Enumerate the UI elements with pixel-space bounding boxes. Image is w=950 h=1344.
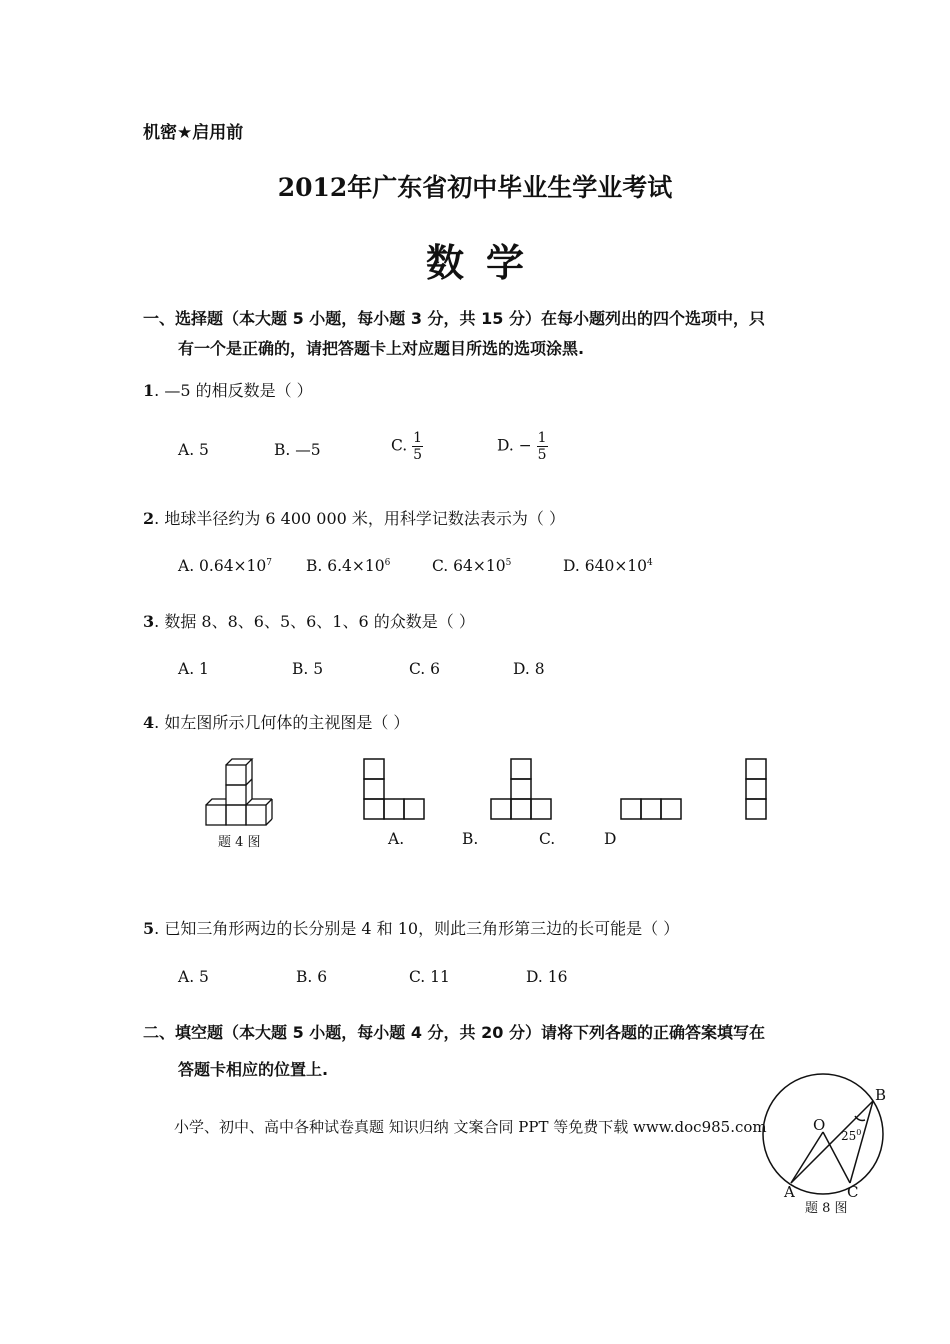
label-a: A <box>784 1183 795 1201</box>
question-number: 2 <box>143 509 155 528</box>
question-text: . 数据 8、8、6、5、6、1、6 的众数是（ ） <box>154 612 475 631</box>
option-text: B. 6.4×10 <box>306 557 385 575</box>
q4-option-c-label: C. <box>539 830 556 848</box>
question-text: . —5 的相反数是（ ） <box>154 381 313 400</box>
confidential-label: 机密★启用前 <box>143 123 244 143</box>
question-text: . 地球半径约为 6 400 000 米，用科学记数法表示为（ ） <box>154 509 566 528</box>
question-number: 5 <box>143 919 155 938</box>
subject-title: 数学 <box>425 240 546 285</box>
figure-8-caption: 题 8 图 <box>805 1201 848 1216</box>
option-prefix: C. <box>391 436 408 455</box>
cube-solid-figure <box>200 755 280 830</box>
exponent: 4 <box>647 557 653 568</box>
question-number: 4 <box>143 713 155 732</box>
exponent: 5 <box>505 557 512 568</box>
question-text: . 已知三角形两边的长分别是 4 和 10，则此三角形第三边的长可能是（ ） <box>154 919 680 938</box>
q4-option-b-figure <box>490 758 555 822</box>
question-text: . 如左图所示几何体的主视图是（ ） <box>154 713 410 732</box>
angle-value: 25 <box>841 1129 857 1143</box>
q5-option-b: B. 6 <box>296 968 328 986</box>
section1-heading-line1: 一、选择题（本大题 5 小题，每小题 3 分，共 15 分）在每小题列出的四个选项中，只 <box>143 309 765 328</box>
fraction <box>412 430 423 463</box>
q2-option-c <box>432 557 511 575</box>
question-number: 3 <box>143 612 155 631</box>
q5-option-c: C. 11 <box>409 968 450 986</box>
q1-option-a: A. 5 <box>178 441 209 459</box>
q3-option-c: C. 6 <box>409 660 441 678</box>
section1-heading-line2: 有一个是正确的，请把答题卡上对应题目所选的选项涂黑. <box>178 339 585 358</box>
denominator: 5 <box>413 447 423 463</box>
q4-option-a-figure <box>363 758 428 822</box>
exponent: 7 <box>266 557 273 568</box>
q2-option-b <box>306 557 390 575</box>
q5-option-a: A. 5 <box>178 968 209 986</box>
q2-option-a <box>178 557 272 575</box>
q5-option-d: D. 16 <box>526 968 568 986</box>
q4-option-c-figure <box>620 798 685 822</box>
option-text: A. 0.64×10 <box>178 557 267 575</box>
q4-option-d-label: D <box>604 830 617 848</box>
option-prefix: D. − <box>497 436 532 455</box>
numerator: 1 <box>537 430 547 446</box>
q4-option-d-figure <box>745 758 770 822</box>
question-5 <box>143 916 679 939</box>
q3-option-a: A. 1 <box>178 660 209 678</box>
option-text: C. 64×10 <box>432 557 506 575</box>
numerator: 1 <box>413 430 423 446</box>
section2-heading-line1: 二、填空题（本大题 5 小题，每小题 4 分，共 20 分）请将下列各题的正确答案填写在 <box>143 1023 765 1042</box>
question-2 <box>143 506 565 529</box>
exam-title: 2012年广东省初中毕业生学业考试 <box>277 173 673 202</box>
question-4 <box>143 710 409 733</box>
denominator: 5 <box>537 447 547 463</box>
fraction <box>537 430 548 463</box>
exponent: 6 <box>384 557 391 568</box>
figure-4-caption: 题 4 图 <box>218 835 261 850</box>
q1-option-d <box>497 430 548 463</box>
angle-label <box>841 1128 861 1143</box>
q4-option-b-label: B. <box>462 830 479 848</box>
q1-option-c <box>391 430 423 463</box>
circle-figure-8 <box>755 1070 895 1220</box>
label-o: O <box>813 1116 826 1134</box>
footer-watermark: 小学、初中、高中各种试卷真题 知识归纳 文案合同 PPT 等免费下载 www.doc985.com <box>174 1118 767 1136</box>
question-3 <box>143 609 475 632</box>
question-number: 1 <box>143 381 155 400</box>
label-b: B <box>875 1086 887 1104</box>
q4-option-a-label: A. <box>388 830 405 848</box>
q2-option-d <box>563 557 653 575</box>
question-1 <box>143 378 313 401</box>
label-c: C <box>847 1183 859 1201</box>
q3-option-b: B. 5 <box>292 660 324 678</box>
option-text: D. 640×10 <box>563 557 648 575</box>
q3-option-d: D. 8 <box>513 660 545 678</box>
angle-unit: 0 <box>856 1128 862 1137</box>
q1-option-b: B. —5 <box>274 441 321 459</box>
section2-heading-line2: 答题卡相应的位置上. <box>178 1060 329 1079</box>
